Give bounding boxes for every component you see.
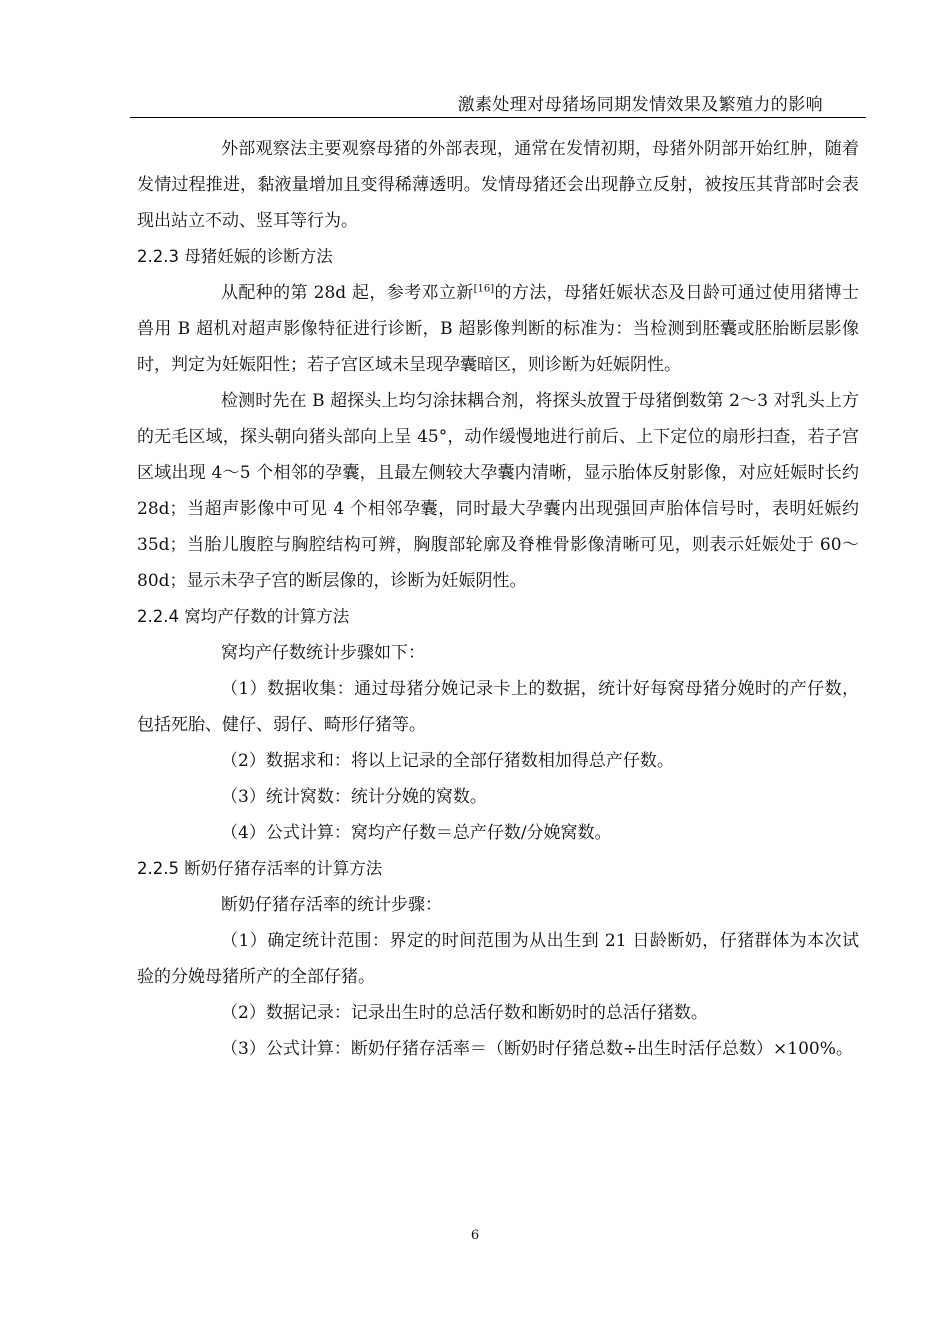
paragraph-ultrasound-procedure: 检测时先在 B 超探头上均匀涂抹耦合剂，将探头放置于母猪倒数第 2～3 对乳头上方的无毛区域，探头朝向猪头部向上呈 45°，动作缓慢地进行前后、上下定位的扇形扫查，若子宫区域出现 4～5 个相邻的孕囊，且最左侧较大孕囊内清晰，显示胎体反射影像，对应妊娠时长约 28d；当超声影像中可见 4 个相邻孕囊，同时最大孕囊内出现强回声胎体信号时，表明妊娠约 35d；当胎儿腹腔与胸腔结构可辨，胸腹部轮廓及脊椎骨影像清晰可见，则表示妊娠处于 60～80d；显示未孕子宫的断层像的，诊断为妊娠阴性。: [137, 391, 859, 591]
section-heading-2-2-5: 2.2.5 断奶仔猪存活率的计算方法: [137, 859, 383, 878]
step-data-collection: （1）数据收集：通过母猪分娩记录卡上的数据，统计好每窝母猪分娩时的产仔数，包括死胎、健仔、弱仔、畸形仔猪等。: [137, 679, 859, 735]
header-rule: [130, 117, 866, 118]
paragraph-pregnancy-diagnosis: [137, 275, 859, 383]
paragraph-external-observation: 外部观察法主要观察母猪的外部表现，通常在发情初期，母猪外阴部开始红肿，随着发情过程推进，黏液量增加且变得稀薄透明。发情母猪还会出现静立反射，被按压其背部时会表现出站立不动、竖耳等行为。: [137, 139, 859, 231]
step-count-litters: （3）统计窝数：统计分娩的窝数。: [221, 787, 487, 807]
paragraph-text: 的方法，母猪妊娠状态及日龄可通过使用猪博士兽用 B 超机对超声影像特征进行诊断，B 超影像判断的标准为：当检测到胚囊或胚胎断层影像时，判定为妊娠阳性；若子宫区域未呈现孕囊暗区，则诊断为妊娠阴性。: [137, 283, 859, 375]
citation-ref: [16]: [473, 283, 495, 295]
page-body: [137, 131, 859, 1067]
step-data-sum: （2）数据求和：将以上记录的全部仔猪数相加得总产仔数。: [221, 751, 674, 771]
page-number: 6: [470, 1228, 480, 1243]
step-data-record: （2）数据记录：记录出生时的总活仔数和断奶时的总活仔猪数。: [221, 1003, 708, 1023]
paragraph-litter-size-intro: 窝均产仔数统计步骤如下：: [221, 643, 425, 663]
paragraph-survival-intro: 断奶仔猪存活率的统计步骤：: [221, 895, 442, 915]
section-heading-2-2-3: 2.2.3 母猪妊娠的诊断方法: [137, 247, 333, 266]
step-define-scope: （1）确定统计范围：界定的时间范围为从出生到 21 日龄断奶，仔猪群体为本次试验的分娩母猪所产的全部仔猪。: [137, 931, 859, 987]
section-heading-2-2-4: 2.2.4 窝均产仔数的计算方法: [137, 607, 350, 626]
step-formula-survival: （3）公式计算：断奶仔猪存活率＝（断奶时仔猪总数÷出生时活仔总数）×100%。: [221, 1039, 853, 1059]
step-formula-litter-size: （4）公式计算：窝均产仔数＝总产仔数/分娩窝数。: [221, 823, 612, 843]
running-header: 激素处理对母猪场同期发情效果及繁殖力的影响: [457, 95, 823, 115]
paragraph-text: 从配种的第 28d 起，参考邓立新: [221, 283, 474, 303]
